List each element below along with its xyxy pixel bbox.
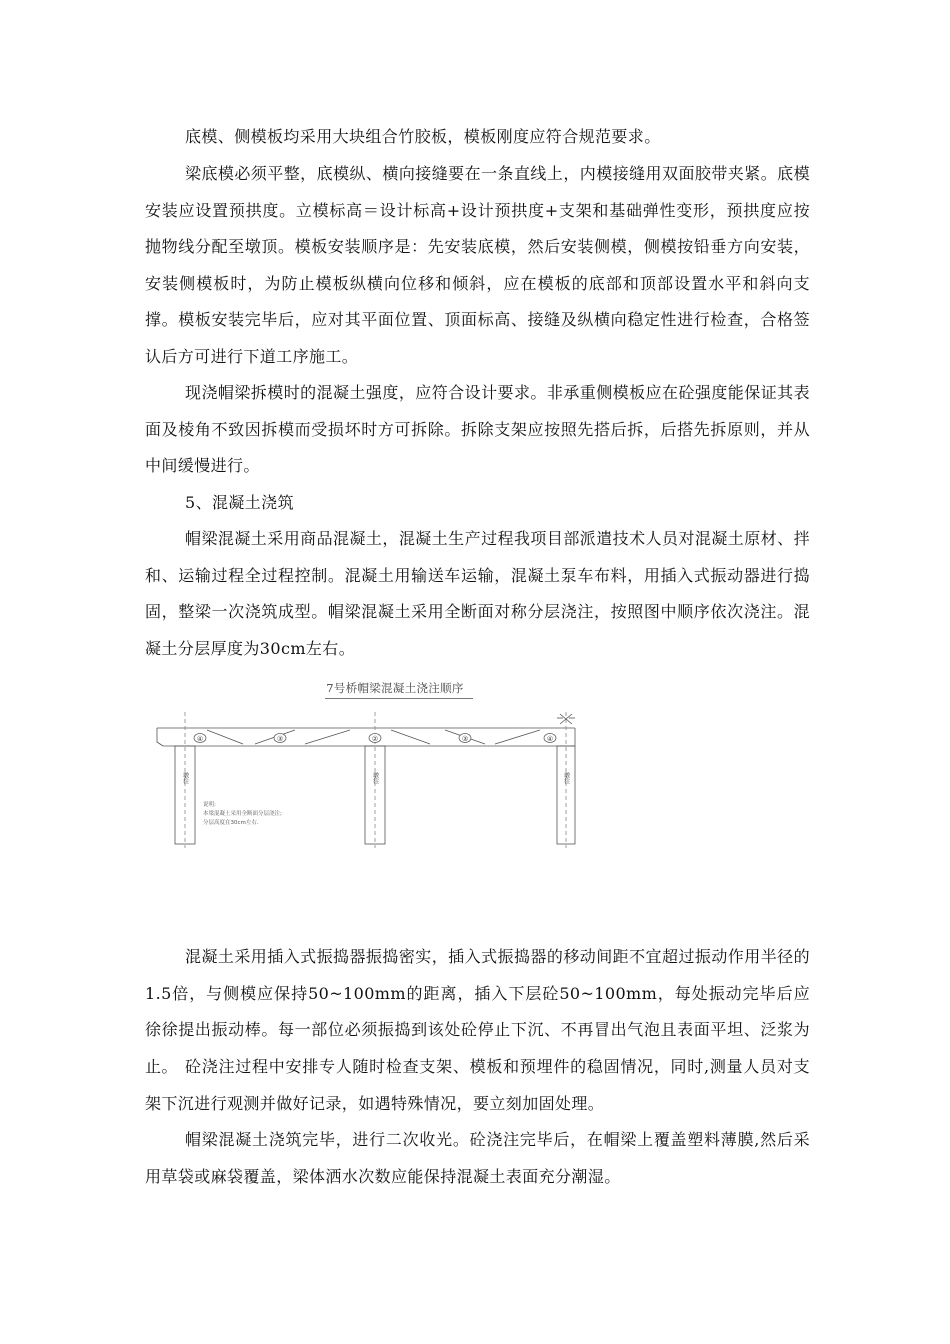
- paragraph-vibration: 混凝土采用插入式振捣器振捣密实，插入式振捣器的移动间距不宜超过振动作用半径的1.5倍，与侧模应保持50~100mm的距离，插入下层砼50~100mm，每处振动完毕后应徐徐提出振动棒。每一部位必须振捣到该处砼停止下沉、不再冒出气泡且表面平坦、泛浆为止。: [145, 947, 810, 1076]
- pier-cap-drawing: [145, 678, 595, 858]
- pier-label-middle: 墩柱: [371, 772, 379, 784]
- section-heading-concrete-pouring: 5、混凝土浇筑: [185, 493, 294, 512]
- diagram-title: 7号桥帽梁混凝土浇注顺序: [326, 681, 464, 695]
- note-title: 说明:: [203, 802, 216, 808]
- layer-label-1: ④: [196, 735, 204, 743]
- note-line-1: 本梁混凝土采用全断面分层浇注;: [203, 811, 282, 817]
- layer-label-3: ②: [371, 735, 379, 743]
- paragraph-formwork-material: 底模、侧模板均采用大块组合竹胶板，模板刚度应符合规范要求。: [185, 127, 661, 146]
- layer-label-5: ④: [546, 735, 554, 743]
- paragraph-curing: 帽梁混凝土浇筑完毕，进行二次收光。砼浇注完毕后，在帽梁上覆盖塑料薄膜,然后采用草袋或麻袋覆盖，梁体洒水次数应能保持混凝土表面充分潮湿。: [145, 1130, 810, 1186]
- paragraph-formwork-removal: 现浇帽梁拆模时的混凝土强度，应符合设计要求。非承重侧模板应在砼强度能保证其表面及棱角不致因拆模而受损坏时方可拆除。拆除支架应按照先搭后拆，后搭先拆原则，并从中间缓慢进行。: [145, 383, 810, 475]
- paragraph-bottom-formwork: 梁底模必须平整，底模纵、横向接缝要在一条直线上，内模接缝用双面胶带夹紧。底模安装应设置预拱度。立模标高＝设计标高+设计预拱度+支架和基础弹性变形，预拱度应按抛物线分配至墩顶。模板安装顺序是：先安装底模，然后安装侧模，侧模按铅垂方向安装，安装侧模板时，为防止模板纵横向位移和倾斜，应在模板的底部和顶部设置水平和斜向支撑。模板安装完毕后，应对其平面位置、顶面标高、接缝及纵横向稳定性进行检查，合格签认后方可进行下道工序施工。: [145, 164, 810, 366]
- note-line-2: 分层高度在30cm左右.: [203, 820, 259, 826]
- pouring-sequence-diagram: [145, 678, 595, 858]
- pier-label-left: 墩柱: [181, 772, 189, 784]
- layer-label-2: ③: [276, 735, 284, 743]
- paragraph-inspection: 砼浇注过程中安排专人随时检查支架、模板和预埋件的稳固情况，同时,测量人员对支架下沉进行观测并做好记录，如遇特殊情况，要立刻加固处理。: [145, 1057, 810, 1113]
- layer-label-4: ③: [461, 735, 469, 743]
- paragraph-concrete-supply: 帽梁混凝土采用商品混凝土，混凝土生产过程我项目部派遣技术人员对混凝土原材、拌和、运输过程全过程控制。混凝土用输送车运输，混凝土泵车布料，用插入式振动器进行捣固，整梁一次浇筑成型。帽梁混凝土采用全断面对称分层浇注，按照图中顺序依次浇注。混凝土分层厚度为30cm左右。: [145, 529, 810, 658]
- pier-label-right: 墩柱: [562, 772, 570, 784]
